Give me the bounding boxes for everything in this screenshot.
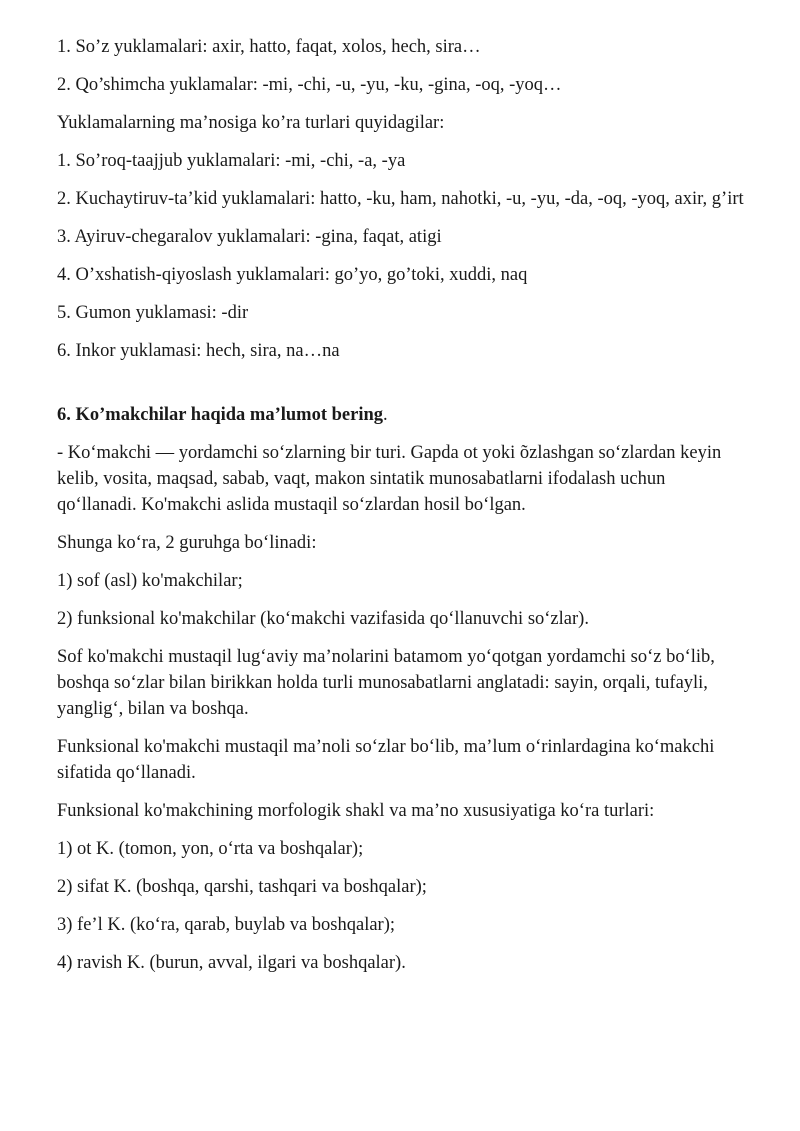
spacer xyxy=(57,376,747,402)
list-item: 1) sof (asl) ko'makchilar; xyxy=(57,571,243,591)
list-item: 2. Qo’shimcha yuklamalar: -mi, -chi, -u, -yu, -ku, -gina, -oq, -yoq… xyxy=(57,75,562,95)
list-item: 4. O’xshatish-qiyoslash yuklamalari: go’yo, go’toki, xuddi, naq xyxy=(57,265,528,285)
list-item: 5. Gumon yuklamasi: -dir xyxy=(57,303,249,323)
list-item: 2) sifat K. (boshqa, qarshi, tashqari va boshqalar); xyxy=(57,877,427,897)
list-item: 2. Kuchaytiruv-ta’kid yuklamalari: hatto, -ku, ham, nahotki, -u, -yu, -da, -oq, -yoq, axir, g’irt xyxy=(57,189,744,209)
section-heading-text: 6. Ko’makchilar haqida ma’lumot bering xyxy=(57,405,383,425)
list-item: 6. Inkor yuklamasi: hech, sira, na…na xyxy=(57,341,340,361)
list-item: 2) funksional ko'makchilar (koʻmakchi vazifasida qoʻllanuvchi soʻzlar). xyxy=(57,609,589,629)
list-item: 3) feʼl K. (koʻra, qarab, buylab va boshqalar); xyxy=(57,915,396,935)
funksional-paragraph: Funksional ko'makchi mustaqil maʼnoli soʻzlar boʻlib, maʼlum oʻrinlardagina koʻmakchi sifatida qoʻllanadi. xyxy=(57,737,715,783)
section-heading-period: . xyxy=(383,405,388,425)
list-item: 3. Ayiruv-chegaralov yuklamalari: -gina, faqat, atigi xyxy=(57,227,442,247)
types-intro: Yuklamalarning ma’nosiga ko’ra turlari quyidagilar: xyxy=(57,113,445,133)
document-page xyxy=(57,34,747,988)
funksional-types-intro: Funksional ko'makchining morfologik shakl va maʼno xususiyatiga koʻra turlari: xyxy=(57,801,655,821)
list-item: 1. So’z yuklamalari: axir, hatto, faqat, xolos, hech, sira… xyxy=(57,37,481,57)
sof-paragraph: Sof ko'makchi mustaqil lugʻaviy maʼnolarini batamom yoʻqotgan yordamchi soʻz boʻlib, boshqa soʻzlar bilan birikkan holda turli munosabatlarni anglatadi: sayin, orqali, tufayli, yanglig‘, bilan va boshqa. xyxy=(57,647,715,719)
list-item: 4) ravish K. (burun, avval, ilgari va boshqalar). xyxy=(57,953,406,973)
definition-paragraph: - Koʻmakchi — yordamchi soʻzlarning bir turi. Gapda ot yoki õzlashgan soʻzlardan keyin kelib, vosita, maqsad, sabab, vaqt, makon sintatik munosabatlarni ifodalash uchun qoʻllanadi. Ko'makchi aslida mustaqil soʻzlardan hosil boʻlgan. xyxy=(57,443,722,515)
list-item: 1) ot K. (tomon, yon, oʻrta va boshqalar); xyxy=(57,839,364,859)
groups-intro: Shunga koʻra, 2 guruhga boʻlinadi: xyxy=(57,533,317,553)
section-heading xyxy=(57,402,747,428)
list-item: 1. So’roq-taajjub yuklamalari: -mi, -chi, -a, -ya xyxy=(57,151,406,171)
